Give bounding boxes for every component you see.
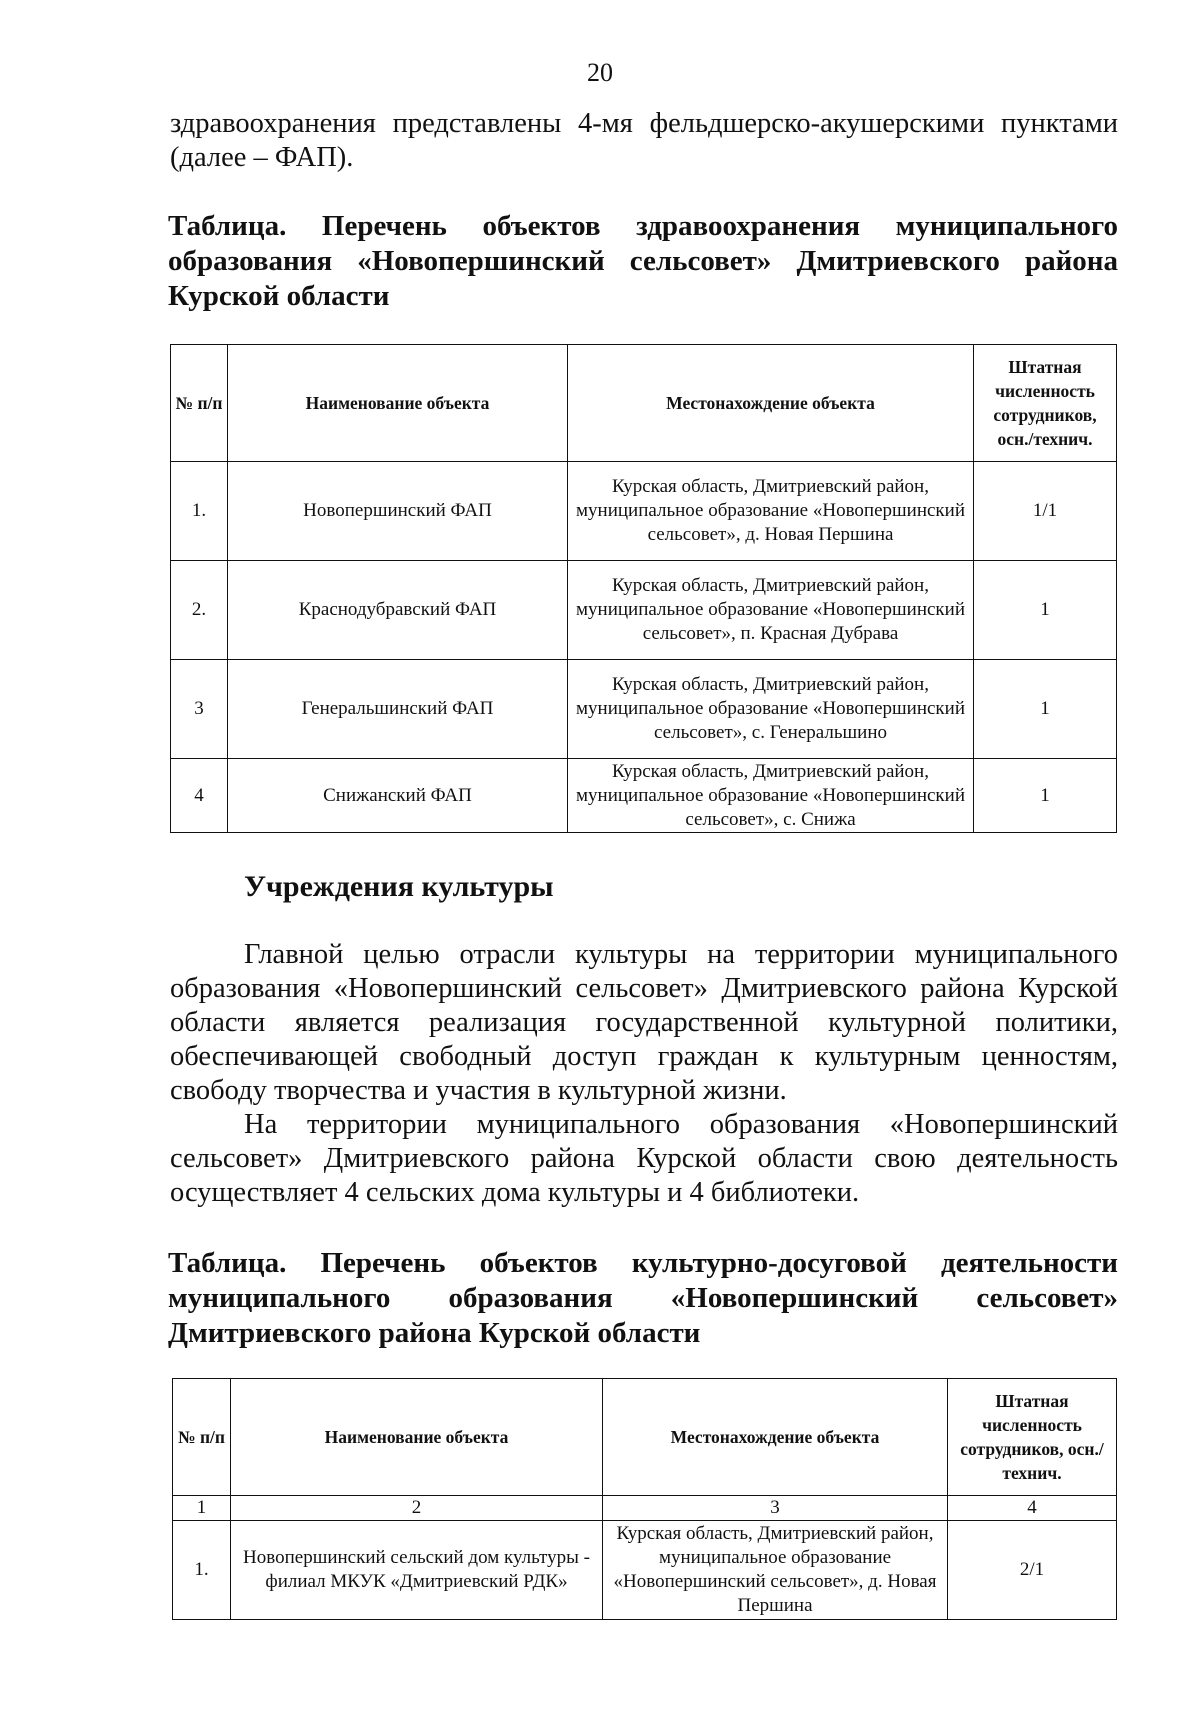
row-staff: 1 <box>974 759 1117 833</box>
row-location: Курская область, Дмитриевский район, муниципальное образование «Новопершинский сельсовет», с. Генеральшино <box>568 660 974 759</box>
header-name: Наименование объекта <box>228 345 568 462</box>
row-staff: 1 <box>974 561 1117 660</box>
row-location: Курская область, Дмитриевский район, муниципальное образование «Новопершинский сельсовет», д. Новая Першина <box>568 462 974 561</box>
table-row <box>171 660 1117 759</box>
row-name: Новопершинский сельский дом культуры - филиал МКУК «Дмитриевский РДК» <box>231 1521 603 1620</box>
column-number: 1 <box>173 1496 231 1521</box>
table-header-row <box>171 345 1117 462</box>
header-location: Местонахождение объекта <box>603 1379 948 1496</box>
table-row <box>173 1521 1117 1620</box>
health-facilities-table <box>170 344 1117 833</box>
culture-paragraph-2: На территории муниципального образования «Новопершинский сельсовет» Дмитриевского района Курской области свою деятельность осуществляет 4 сельских дома культуры и 4 библиотеки. <box>170 1109 1118 1208</box>
column-number: 4 <box>948 1496 1117 1521</box>
intro-paragraph: здравоохранения представлены 4-мя фельдшерско-акушерскими пунктами (далее – ФАП). <box>170 108 1118 173</box>
row-staff: 1 <box>974 660 1117 759</box>
culture-facilities-table <box>172 1378 1117 1620</box>
row-location: Курская область, Дмитриевский район, муниципальное образование «Новопершинский сельсовет», п. Красная Дубрава <box>568 561 974 660</box>
header-location: Местонахождение объекта <box>568 345 974 462</box>
header-name: Наименование объекта <box>231 1379 603 1496</box>
table-header-row <box>173 1379 1117 1496</box>
table-row <box>171 462 1117 561</box>
row-location: Курская область, Дмитриевский район, муниципальное образование «Новопершинский сельсовет», с. Снижа <box>568 759 974 833</box>
culture-section-title: Учреждения культуры <box>244 870 554 903</box>
row-num: 1. <box>171 462 228 561</box>
row-num: 1. <box>173 1521 231 1620</box>
row-name: Снижанский ФАП <box>228 759 568 833</box>
row-num: 2. <box>171 561 228 660</box>
row-location: Курская область, Дмитриевский район, муниципальное образование «Новопершинский сельсовет», д. Новая Першина <box>603 1521 948 1620</box>
table-row <box>171 561 1117 660</box>
header-num: № п/п <box>173 1379 231 1496</box>
row-name: Новопершинский ФАП <box>228 462 568 561</box>
column-number: 3 <box>603 1496 948 1521</box>
header-num: № п/п <box>171 345 228 462</box>
health-table-caption: Таблица. Перечень объектов здравоохранения муниципального образования «Новопершинский сельсовет» Дмитриевского района Курской области <box>168 210 1118 312</box>
row-num: 4 <box>171 759 228 833</box>
culture-table-caption: Таблица. Перечень объектов культурно-досуговой деятельности муниципального образования «Новопершинский сельсовет» Дмитриевского района Курской области <box>168 1247 1118 1349</box>
header-staff: Штатная численность сотрудников, осн./технич. <box>974 345 1117 462</box>
header-staff: Штатная численность сотрудников, осн./технич. <box>948 1379 1117 1496</box>
row-staff: 1/1 <box>974 462 1117 561</box>
row-staff: 2/1 <box>948 1521 1117 1620</box>
row-name: Краснодубравский ФАП <box>228 561 568 660</box>
column-number: 2 <box>231 1496 603 1521</box>
page-number: 20 <box>587 58 613 87</box>
row-num: 3 <box>171 660 228 759</box>
row-name: Генеральшинский ФАП <box>228 660 568 759</box>
table-row <box>171 759 1117 833</box>
column-number-row <box>173 1496 1117 1521</box>
culture-paragraph-1: Главной целью отрасли культуры на территории муниципального образования «Новопершинский сельсовет» Дмитриевского района Курской области является реализация государственной культурной политики, обеспечивающей свободный доступ граждан к культурным ценностям, свободу творчества и участия в культурной жизни. <box>170 939 1118 1106</box>
